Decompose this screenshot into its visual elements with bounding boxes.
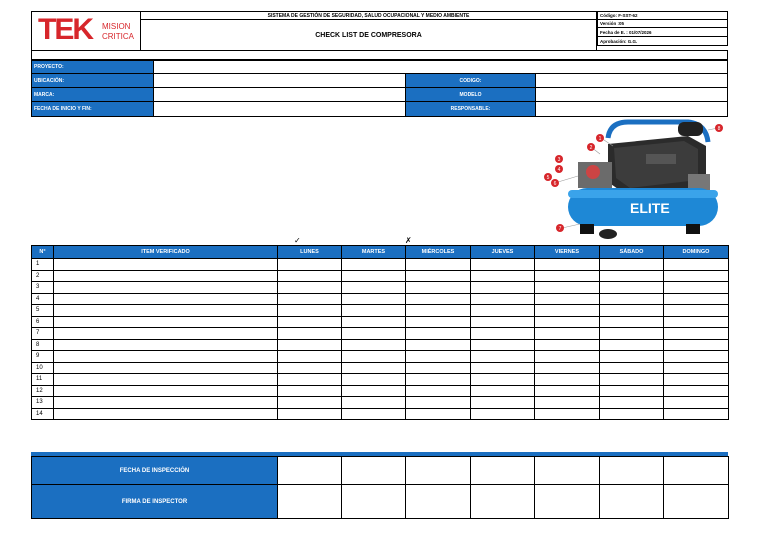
callout-5: 5 [546,175,550,181]
item-verificado-cell[interactable] [54,259,278,271]
doc-code: Código: F-SST-62 [597,11,728,20]
day-check-cell[interactable] [406,351,471,363]
day-check-cell[interactable] [535,282,600,294]
day-check-cell[interactable] [278,328,342,340]
row-number: 4 [32,293,54,305]
table-row [32,408,729,420]
day-check-cell[interactable] [535,316,600,328]
day-check-cell[interactable] [406,328,471,340]
day-check-cell[interactable] [535,339,600,351]
day-check-cell[interactable] [664,282,729,294]
day-check-cell[interactable] [342,270,406,282]
row-number: 11 [32,374,54,386]
day-check-cell[interactable] [664,328,729,340]
row-number: 14 [32,408,54,420]
col-sabado: SÁBADO [600,246,664,259]
day-check-cell[interactable] [278,293,342,305]
marca-label: MARCA: [31,87,154,102]
day-check-cell[interactable] [664,351,729,363]
col-domingo: DOMINGO [664,246,729,259]
callout-1: 1 [598,136,602,142]
check-mark: ✓ [294,236,301,245]
day-check-cell[interactable] [600,270,664,282]
table-row [32,293,729,305]
day-check-cell[interactable] [471,397,535,409]
cross-mark: ✗ [405,236,412,245]
day-check-cell[interactable] [342,328,406,340]
day-check-cell[interactable] [600,351,664,363]
day-check-cell[interactable] [406,270,471,282]
day-check-cell[interactable] [664,270,729,282]
day-check-cell[interactable] [600,408,664,420]
fecha-inicio-fin-label: FECHA DE INICIO Y FIN: [31,101,154,117]
table-row [32,305,729,317]
col-viernes: VIERNES [535,246,600,259]
day-check-cell[interactable] [406,259,471,271]
day-check-cell[interactable] [600,282,664,294]
col-jueves: JUEVES [471,246,535,259]
item-verificado-cell[interactable] [54,339,278,351]
col-lunes: LUNES [278,246,342,259]
day-check-cell[interactable] [600,339,664,351]
ubicacion-label: UBICACIÓN: [31,73,154,88]
item-verificado-cell[interactable] [54,270,278,282]
day-check-cell[interactable] [278,362,342,374]
system-title: SISTEMA DE GESTIÓN DE SEGURIDAD, SALUD OCUPACIONAL Y MEDIO AMBIENTE [140,11,597,20]
day-check-cell[interactable] [471,282,535,294]
firma-inspector-row [32,485,729,519]
document-title [140,19,597,51]
day-check-cell[interactable] [471,293,535,305]
logo-sub-1: MISION [102,22,131,31]
day-check-cell[interactable] [342,259,406,271]
day-check-cell[interactable] [535,385,600,397]
codigo-field[interactable] [535,73,728,88]
day-check-cell[interactable] [471,351,535,363]
day-check-cell[interactable] [342,293,406,305]
firma-inspector-cell[interactable] [471,485,535,519]
day-check-cell[interactable] [535,374,600,386]
row-number: 8 [32,339,54,351]
inspection-footer [31,456,729,519]
day-check-cell[interactable] [664,259,729,271]
row-number: 7 [32,328,54,340]
day-check-cell[interactable] [342,339,406,351]
fecha-inspeccion-row [32,457,729,485]
table-header-row [32,246,729,259]
day-check-cell[interactable] [535,397,600,409]
day-check-cell[interactable] [342,351,406,363]
table-row [32,270,729,282]
day-check-cell[interactable] [535,362,600,374]
day-check-cell[interactable] [406,282,471,294]
day-check-cell[interactable] [278,351,342,363]
day-check-cell[interactable] [535,328,600,340]
day-check-cell[interactable] [600,362,664,374]
day-check-cell[interactable] [278,385,342,397]
day-check-cell[interactable] [535,351,600,363]
day-check-cell[interactable] [278,374,342,386]
day-check-cell[interactable] [406,339,471,351]
table-row [32,339,729,351]
day-check-cell[interactable] [664,339,729,351]
day-check-cell[interactable] [471,385,535,397]
fecha-inspeccion-cell[interactable] [535,457,600,485]
item-verificado-cell[interactable] [54,328,278,340]
row-number: 3 [32,282,54,294]
callout-4: 4 [557,167,561,173]
day-check-cell[interactable] [471,305,535,317]
callout-2: 2 [589,145,593,151]
col-miercoles: MIÉRCOLES [406,246,471,259]
table-row [32,328,729,340]
fecha-inspeccion-cell[interactable] [664,457,729,485]
compressor-image [538,116,728,246]
day-check-cell[interactable] [342,305,406,317]
modelo-label: MODELO [405,87,536,102]
day-check-cell[interactable] [471,270,535,282]
header-spacer [31,50,728,60]
day-check-cell[interactable] [600,397,664,409]
day-check-cell[interactable] [406,316,471,328]
item-verificado-cell[interactable] [54,397,278,409]
col-martes: MARTES [342,246,406,259]
fecha-inicio-fin-field[interactable] [153,101,406,117]
item-verificado-cell[interactable] [54,282,278,294]
day-check-cell[interactable] [406,397,471,409]
day-check-cell[interactable] [471,408,535,420]
firma-inspector-cell[interactable] [406,485,471,519]
row-number: 1 [32,259,54,271]
day-check-cell[interactable] [664,305,729,317]
day-check-cell[interactable] [406,385,471,397]
firma-inspector-cell[interactable] [278,485,342,519]
item-verificado-cell[interactable] [54,362,278,374]
day-check-cell[interactable] [342,408,406,420]
day-check-cell[interactable] [664,397,729,409]
item-verificado-cell[interactable] [54,305,278,317]
day-check-cell[interactable] [600,293,664,305]
day-check-cell[interactable] [406,362,471,374]
day-check-cell[interactable] [600,385,664,397]
item-verificado-cell[interactable] [54,374,278,386]
day-check-cell[interactable] [471,339,535,351]
fecha-inspeccion-cell[interactable] [278,457,342,485]
table-row [32,316,729,328]
day-check-cell[interactable] [535,408,600,420]
day-check-cell[interactable] [278,316,342,328]
day-check-cell[interactable] [278,397,342,409]
day-check-cell[interactable] [600,305,664,317]
logo-main-text: TEK [38,13,92,46]
fecha-inspeccion-cell[interactable] [342,457,406,485]
callout-6: 6 [553,181,557,187]
day-check-cell[interactable] [278,339,342,351]
table-row [32,282,729,294]
proyecto-label: PROYECTO: [31,60,154,74]
table-row [32,397,729,409]
day-check-cell[interactable] [664,293,729,305]
day-check-cell[interactable] [342,385,406,397]
firma-inspector-cell[interactable] [600,485,664,519]
day-check-cell[interactable] [406,408,471,420]
day-check-cell[interactable] [664,374,729,386]
firma-inspector-cell[interactable] [342,485,406,519]
codigo-label: CODIGO: [405,73,536,88]
callout-3: 3 [557,157,561,163]
day-check-cell[interactable] [664,385,729,397]
day-check-cell[interactable] [535,305,600,317]
ubicacion-field[interactable] [153,73,406,88]
table-row [32,259,729,271]
doc-approval: Aprobación: G.G. [597,36,728,46]
day-check-cell[interactable] [278,408,342,420]
table-row [32,351,729,363]
item-verificado-cell[interactable] [54,351,278,363]
day-check-cell[interactable] [406,305,471,317]
checklist-table [31,245,729,420]
day-check-cell[interactable] [342,282,406,294]
item-verificado-cell[interactable] [54,316,278,328]
modelo-field[interactable] [535,87,728,102]
day-check-cell[interactable] [342,397,406,409]
day-check-cell[interactable] [535,293,600,305]
day-check-cell[interactable] [278,282,342,294]
table-row [32,385,729,397]
firma-inspector-label: FIRMA DE INSPECTOR [32,485,278,519]
row-number: 5 [32,305,54,317]
day-check-cell[interactable] [278,259,342,271]
day-check-cell[interactable] [600,328,664,340]
day-check-cell[interactable] [342,374,406,386]
row-number: 2 [32,270,54,282]
fecha-inspeccion-cell[interactable] [471,457,535,485]
fecha-inspeccion-label: FECHA DE INSPECCIÓN [32,457,278,485]
day-check-cell[interactable] [471,362,535,374]
doc-version: Versión :05 [597,19,728,28]
fecha-inspeccion-cell[interactable] [406,457,471,485]
day-check-cell[interactable] [471,259,535,271]
firma-inspector-cell[interactable] [535,485,600,519]
doc-date: Fecha de E. : 01/07/2026 [597,27,728,37]
day-check-cell[interactable] [342,316,406,328]
responsable-label: RESPONSABLE: [405,101,536,117]
row-number: 6 [32,316,54,328]
company-logo [38,13,138,48]
row-number: 10 [32,362,54,374]
day-check-cell[interactable] [664,316,729,328]
callout-8: 8 [717,126,721,132]
col-item: ITEM VERIFICADO [54,246,278,259]
callout-7: 7 [558,226,562,232]
row-number: 9 [32,351,54,363]
day-check-cell[interactable] [664,408,729,420]
marca-field[interactable] [153,87,406,102]
day-check-cell[interactable] [278,305,342,317]
day-check-cell[interactable] [535,259,600,271]
day-check-cell[interactable] [471,328,535,340]
logo-sub-2: CRITICA [102,32,134,41]
day-check-cell[interactable] [664,362,729,374]
responsable-field[interactable] [535,101,728,117]
day-check-cell[interactable] [600,374,664,386]
day-check-cell[interactable] [471,316,535,328]
firma-inspector-cell[interactable] [664,485,729,519]
table-row [32,374,729,386]
logo-cell [31,11,140,51]
item-verificado-cell[interactable] [54,385,278,397]
item-verificado-cell[interactable] [54,408,278,420]
item-verificado-cell[interactable] [54,293,278,305]
day-check-cell[interactable] [342,362,406,374]
brand-logo-text: ELITE [630,200,670,216]
table-row [32,362,729,374]
row-number: 12 [32,385,54,397]
day-check-cell[interactable] [535,270,600,282]
day-check-cell[interactable] [406,374,471,386]
day-check-cell[interactable] [278,270,342,282]
day-check-cell[interactable] [600,259,664,271]
day-check-cell[interactable] [406,293,471,305]
proyecto-field[interactable] [153,60,728,74]
row-number: 13 [32,397,54,409]
day-check-cell[interactable] [600,316,664,328]
day-check-cell[interactable] [471,374,535,386]
document-title-text: CHECK LIST DE COMPRESORA [315,31,422,39]
col-number: N° [32,246,54,259]
fecha-inspeccion-cell[interactable] [600,457,664,485]
